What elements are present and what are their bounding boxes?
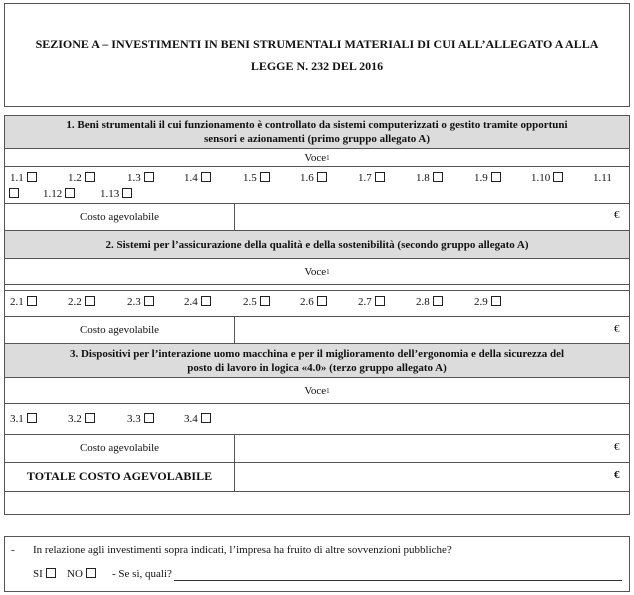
option-3-3[interactable]: 3.3 xyxy=(127,413,154,425)
checkbox-si[interactable] xyxy=(46,568,56,578)
checkbox-2-9[interactable] xyxy=(491,296,501,306)
checkbox-1-7[interactable] xyxy=(375,172,385,182)
option-2-6[interactable]: 2.6 xyxy=(300,296,327,308)
section1-euro: € xyxy=(614,209,620,221)
section3-heading-line1: 3. Dispositivi per l’interazione uomo macchina e per il miglioramento dell’ergonomia e della sicurezza del xyxy=(69,347,565,360)
option-1-3[interactable]: 1.3 xyxy=(127,172,154,184)
checkbox-1-1[interactable] xyxy=(27,172,37,182)
checkbox-1-11[interactable] xyxy=(9,188,19,198)
checkbox-2-1[interactable] xyxy=(27,296,37,306)
option-3-1[interactable]: 3.1 xyxy=(10,413,37,425)
section1-heading-line2: sensori e azionamenti (primo gruppo allegato A) xyxy=(203,133,431,145)
option-1-2[interactable]: 1.2 xyxy=(68,172,95,184)
option-2-8[interactable]: 2.8 xyxy=(416,296,443,308)
checkbox-1-12[interactable] xyxy=(65,188,75,198)
checkbox-1-3[interactable] xyxy=(144,172,154,182)
checkbox-1-11-wrap[interactable] xyxy=(9,188,19,200)
question-dash: - xyxy=(11,544,15,556)
option-1-12[interactable]: 1.12 xyxy=(43,188,75,200)
option-1-7[interactable]: 1.7 xyxy=(358,172,385,184)
section3-costo-label: Costo agevolabile xyxy=(79,442,160,454)
section2-costo-label: Costo agevolabile xyxy=(79,323,160,336)
section-title-line1: SEZIONE A – INVESTIMENTI IN BENI STRUMENTALI MATERIALI DI CUI ALL’ALLEGATO A ALLA xyxy=(35,36,599,51)
option-1-9[interactable]: 1.9 xyxy=(474,172,501,184)
checkbox-2-2[interactable] xyxy=(85,296,95,306)
answer-no[interactable]: NO xyxy=(67,568,96,580)
checkbox-2-4[interactable] xyxy=(201,296,211,306)
checkbox-1-8[interactable] xyxy=(433,172,443,182)
section1-costo-field[interactable] xyxy=(235,204,629,229)
option-2-7[interactable]: 2.7 xyxy=(358,296,385,308)
option-2-2[interactable]: 2.2 xyxy=(68,296,95,308)
option-2-3[interactable]: 2.3 xyxy=(127,296,154,308)
question-text: In relazione agli investimenti sopra indicati, l’impresa ha fruito di altre sovvenzioni pubbliche? xyxy=(33,544,452,556)
checkbox-1-2[interactable] xyxy=(85,172,95,182)
section3-voce-label: Voce 1 xyxy=(304,384,330,397)
checkbox-1-10[interactable] xyxy=(553,172,563,182)
totale-label: TOTALE COSTO AGEVOLABILE xyxy=(26,469,213,483)
option-1-5[interactable]: 1.5 xyxy=(243,172,270,184)
option-3-4[interactable]: 3.4 xyxy=(184,413,211,425)
option-1-10[interactable]: 1.10 xyxy=(531,172,563,184)
section2-costo-field[interactable] xyxy=(235,317,629,342)
checkbox-3-1[interactable] xyxy=(27,413,37,423)
option-1-6[interactable]: 1.6 xyxy=(300,172,327,184)
section3-heading-line2: posto di lavoro in logica «4.0» (terzo gruppo allegato A) xyxy=(187,361,447,374)
totale-euro: € xyxy=(614,469,620,481)
section1-heading xyxy=(5,116,629,148)
checkbox-1-5[interactable] xyxy=(260,172,270,182)
section3-costo-field[interactable] xyxy=(235,435,629,461)
checkbox-1-9[interactable] xyxy=(491,172,501,182)
checkbox-1-6[interactable] xyxy=(317,172,327,182)
option-2-4[interactable]: 2.4 xyxy=(184,296,211,308)
option-1-4[interactable]: 1.4 xyxy=(184,172,211,184)
checkbox-1-4[interactable] xyxy=(201,172,211,182)
option-2-9[interactable]: 2.9 xyxy=(474,296,501,308)
section2-heading: 2. Sistemi per l’assicurazione della qualità e della sostenibilità (secondo gruppo allegato A) xyxy=(5,231,629,258)
option-1-8[interactable]: 1.8 xyxy=(416,172,443,184)
checkbox-1-13[interactable] xyxy=(122,188,132,198)
option-2-1[interactable]: 2.1 xyxy=(10,296,37,308)
totale-field[interactable] xyxy=(235,463,629,490)
section1-costo-label: Costo agevolabile xyxy=(79,210,160,223)
option-2-5[interactable]: 2.5 xyxy=(243,296,270,308)
section1-heading-line1: 1. Beni strumentali il cui funzionamento è controllato da sistemi computerizzati o gestito tramite opportuni xyxy=(66,119,568,131)
checkbox-2-8[interactable] xyxy=(433,296,443,306)
option-3-2[interactable]: 3.2 xyxy=(68,413,95,425)
option-1-13[interactable]: 1.13 xyxy=(100,188,132,200)
option-1-11[interactable]: 1.11 xyxy=(593,172,612,184)
checkbox-2-3[interactable] xyxy=(144,296,154,306)
checkbox-2-5[interactable] xyxy=(260,296,270,306)
followup-answer-line[interactable] xyxy=(174,580,622,581)
answer-si[interactable]: SI xyxy=(33,568,56,580)
section3-euro: € xyxy=(614,441,620,453)
checkbox-3-3[interactable] xyxy=(144,413,154,423)
checkbox-no[interactable] xyxy=(86,568,96,578)
checkbox-2-6[interactable] xyxy=(317,296,327,306)
section-title-line2: LEGGE N. 232 DEL 2016 xyxy=(250,58,384,73)
section2-euro: € xyxy=(614,323,620,335)
option-1-1[interactable]: 1.1 xyxy=(10,172,37,184)
section1-voce-label: Voce 1 xyxy=(304,151,330,164)
checkbox-3-2[interactable] xyxy=(85,413,95,423)
checkbox-2-7[interactable] xyxy=(375,296,385,306)
section-title-box xyxy=(4,3,630,107)
followup-label: - Se sì, quali? xyxy=(112,568,172,580)
section2-voce-label: Voce 1 xyxy=(304,265,330,278)
section3-heading xyxy=(5,344,629,377)
checkbox-3-4[interactable] xyxy=(201,413,211,423)
